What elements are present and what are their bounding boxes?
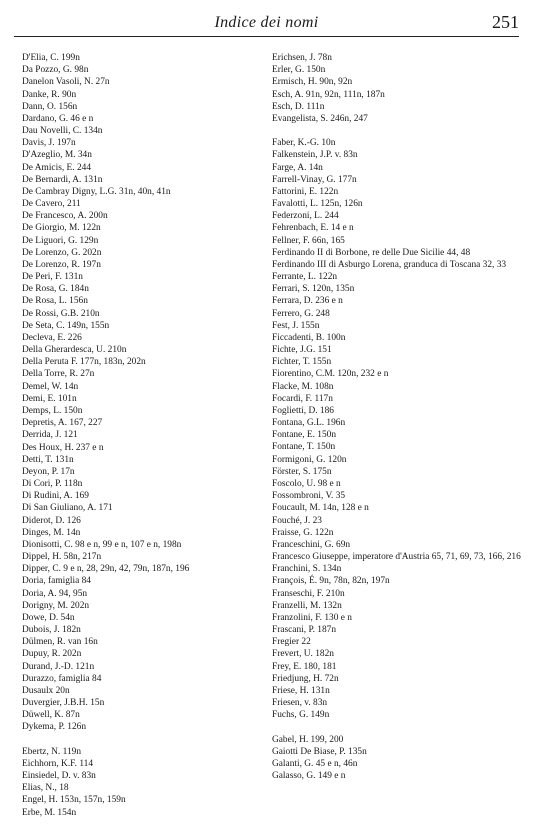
index-entry: Dipper, C. 9 e n, 28, 29n, 42, 79n, 187n, 196	[22, 564, 190, 575]
index-entry: Einsiedel, D. v. 83n	[22, 771, 96, 782]
index-entry: Ferrero, G. 248	[272, 308, 330, 319]
index-entry: Erichsen, J. 78n	[272, 53, 332, 63]
index-entry: Friesen, v. 83n	[272, 698, 328, 709]
index-entry: Fichte, J.G. 151	[272, 345, 332, 356]
index-entry: Dinges, M. 14n	[22, 527, 81, 538]
index-entry: Galanti, G. 45 e n, 46n	[272, 758, 358, 769]
index-entry: Erbe, M. 154n	[22, 807, 77, 818]
index-entry: Dowe, D. 54n	[22, 612, 75, 623]
index-entry: De Giorgio, M. 122n	[22, 223, 101, 234]
index-entry: Frevert, U. 182n	[272, 649, 334, 660]
index-entry: Ferdinando III di Asburgo Lorena, granduca di Toscana 32, 33	[272, 259, 507, 270]
index-entry: Danelon Vasoli, N. 27n	[22, 77, 110, 88]
index-entry: Eichhorn, K.F. 114	[22, 758, 94, 769]
index-column-right	[272, 52, 532, 782]
index-entry: Fraisse, G. 122n	[272, 527, 334, 538]
index-entry: De Peri, F. 131n	[22, 272, 83, 283]
index-entry: Fehrenbach, E. 14 e n	[272, 223, 354, 234]
index-entry: Doria, famiglia 84	[22, 576, 91, 587]
index-entry: Durand, J.-D. 121n	[22, 661, 95, 672]
index-entry: Engel, H. 153n, 157n, 159n	[22, 795, 126, 806]
index-entry: Fiorentino, C.M. 120n, 232 e n	[272, 369, 389, 380]
index-entry: Della Peruta F. 177n, 183n, 202n	[22, 357, 146, 368]
index-entry: De Seta, C. 149n, 155n	[22, 320, 110, 331]
index-entry: De Rosa, L. 156n	[22, 296, 88, 307]
index-entry: D'Elia, C. 199n	[22, 53, 80, 63]
index-entry: Detti, T. 131n	[22, 454, 74, 465]
index-entry: Dülmen, R. van 16n	[22, 637, 98, 648]
index-entry: Federzoni, L. 244	[272, 211, 339, 222]
index-entry: Derrida, J. 121	[22, 430, 78, 441]
index-entry: Esch, D. 111n	[272, 101, 325, 112]
index-entry: Elias, N., 18	[22, 783, 69, 794]
index-entry: Depretis, A. 167, 227	[22, 418, 103, 429]
index-entry: De Francesco, A. 200n	[22, 211, 108, 222]
index-entry: Deyon, P. 17n	[22, 466, 75, 477]
index-entry: Fouché, J. 23	[272, 515, 322, 526]
index-entry: Franseschi, F. 210n	[272, 588, 345, 599]
index-entry: Foscolo, U. 98 e n	[272, 479, 341, 489]
index-entry: Dippel, H. 58n, 217n	[22, 552, 102, 563]
index-entry: Dubois, J. 182n	[22, 625, 81, 636]
index-entry: Fichter, T. 155n	[272, 357, 332, 368]
index-entry: De Liguori, G. 129n	[22, 235, 99, 246]
index-entry: Formigoni, G. 120n	[272, 454, 347, 465]
index-entry: Decleva, E. 226	[22, 332, 82, 343]
index-entry: De Bernardi, A. 131n	[22, 174, 103, 185]
index-entry: Fregier 22	[272, 637, 311, 648]
letter-section-gap	[272, 721, 532, 733]
index-entry: François, É. 9n, 78n, 82n, 197n	[272, 576, 390, 587]
index-entry: Faber, K.-G. 10n	[272, 138, 336, 149]
index-entry: De Rossi, G.B. 210n	[22, 308, 100, 319]
index-entry: Dardano, G. 46 e n	[22, 113, 94, 124]
index-entry: D'Azeglio, M. 34n	[22, 150, 92, 161]
index-entry: Förster, S. 175n	[272, 466, 332, 477]
index-column-left	[22, 52, 267, 819]
index-entry: Demel, W. 14n	[22, 381, 79, 392]
index-entry: Da Pozzo, G. 98n	[22, 65, 89, 76]
index-entry: Fontane, E. 150n	[272, 430, 337, 441]
index-entry: Erler, G. 150n	[272, 65, 326, 76]
index-entry: Farrell-Vinay, G. 177n	[272, 174, 357, 185]
index-entry: Franzolini, F. 130 e n	[272, 612, 352, 623]
index-entry: Franceschini, G. 69n	[272, 539, 351, 550]
index-entry: Ficcadenti, B. 100n	[272, 332, 346, 343]
index-entry: Doria, A. 94, 95n	[22, 588, 88, 599]
index-entry: Foglietti, D. 186	[272, 405, 334, 416]
index-entry: Düwell, K. 87n	[22, 710, 80, 721]
index-entry: Farge, A. 14n	[272, 162, 323, 173]
index-entry: Della Gherardesca, U. 210n	[22, 345, 127, 356]
index-entry: Ferrara, D. 236 e n	[272, 296, 343, 307]
index-entry: Fuchs, G. 149n	[272, 710, 330, 721]
page-number: 251	[492, 12, 519, 32]
index-entry: Favalotti, L. 125n, 126n	[272, 199, 363, 210]
index-entry: Friese, H. 131n	[272, 685, 330, 696]
index-entry: Fattorini, E. 122n	[272, 186, 339, 197]
index-entry: De Lorenzo, G. 202n	[22, 247, 102, 258]
index-entry: De Cambray Digny, L.G. 31n, 40n, 41n	[22, 186, 171, 197]
running-title: Indice dei nomi	[214, 14, 319, 31]
index-entry: De Cavero, 211	[22, 199, 81, 210]
index-entry: Gaiotti De Biase, P. 135n	[272, 746, 367, 757]
index-entry: Foucault, M. 14n, 128 e n	[272, 503, 369, 514]
letter-section-gap	[272, 125, 532, 137]
index-entry: Frey, E. 180, 181	[272, 661, 337, 672]
index-entry: Dusaulx 20n	[22, 685, 70, 696]
index-entry: Duvergier, J.B.H. 15n	[22, 698, 105, 709]
index-entry: Dorigny, M. 202n	[22, 600, 90, 611]
index-entry: Frascani, P. 187n	[272, 625, 337, 636]
index-entry: Di San Giuliano, A. 171	[22, 503, 113, 514]
index-entry: Fossombroni, V. 35	[272, 491, 346, 502]
index-entry: Flacke, M. 108n	[272, 381, 334, 392]
index-entry: Ferrari, S. 120n, 135n	[272, 284, 355, 295]
page-header	[14, 10, 519, 37]
index-entry: Dann, O. 156n	[22, 101, 78, 112]
index-entry: Ermisch, H. 90n, 92n	[272, 77, 353, 88]
index-entry: Diderot, D. 126	[22, 515, 81, 526]
index-entry: Fest, J. 155n	[272, 320, 320, 331]
index-entry: De Lorenzo, R. 197n	[22, 259, 101, 270]
index-entry: Franchini, S. 134n	[272, 564, 342, 575]
index-entry: Dykema, P. 126n	[22, 722, 87, 733]
index-entry: Della Torre, R. 27n	[22, 369, 95, 380]
index-entry: Durazzo, famiglia 84	[22, 673, 102, 684]
index-entry: Demps, L. 150n	[22, 405, 83, 416]
index-entry: Francesco Giuseppe, imperatore d'Austria 65, 71, 69, 73, 166, 216	[272, 552, 521, 563]
index-entry: Ferrante, L. 122n	[272, 272, 338, 283]
index-entry: De Amicis, E. 244	[22, 162, 92, 173]
index-entry: Friedjung, H. 72n	[272, 673, 339, 684]
index-entry: Focardi, F. 117n	[272, 393, 333, 404]
index-entry: Fellner, F. 66n, 165	[272, 235, 345, 246]
index-entry: Galasso, G. 149 e n	[272, 771, 346, 782]
letter-section-gap	[22, 734, 267, 746]
index-entry: Demi, E. 101n	[22, 393, 77, 404]
index-entry: Dionisotti, C. 98 e n, 99 e n, 107 e n, 198n	[22, 539, 182, 550]
index-entry: Danke, R. 90n	[22, 89, 77, 100]
index-entry: Esch, A. 91n, 92n, 111n, 187n	[272, 89, 385, 100]
index-entry: Falkenstein, J.P. v. 83n	[272, 150, 358, 161]
index-entry: Ebertz, N. 119n	[22, 746, 82, 757]
index-entry: De Rosa, G. 184n	[22, 284, 89, 295]
index-entry: Franzelli, M. 132n	[272, 600, 342, 611]
index-entry: Davis, J. 197n	[22, 138, 76, 149]
index-entry: Di Rudinì, A. 169	[22, 491, 89, 502]
index-entry: Fontana, G.L. 196n	[272, 418, 346, 429]
index-entry: Gabel, H. 199, 200	[272, 734, 344, 745]
index-entry: Des Houx, H. 237 e n	[22, 442, 104, 453]
index-entry: Evangelista, S. 246n, 247	[272, 113, 368, 124]
index-entry: Di Cori, P. 118n	[22, 479, 83, 490]
index-entry: Ferdinando II di Borbone, re delle Due Sicilie 44, 48	[272, 247, 471, 258]
index-entry: Dupuy, R. 202n	[22, 649, 82, 660]
index-entry: Dau Novelli, C. 134n	[22, 126, 103, 137]
index-entry: Fontane, T. 150n	[272, 442, 336, 453]
